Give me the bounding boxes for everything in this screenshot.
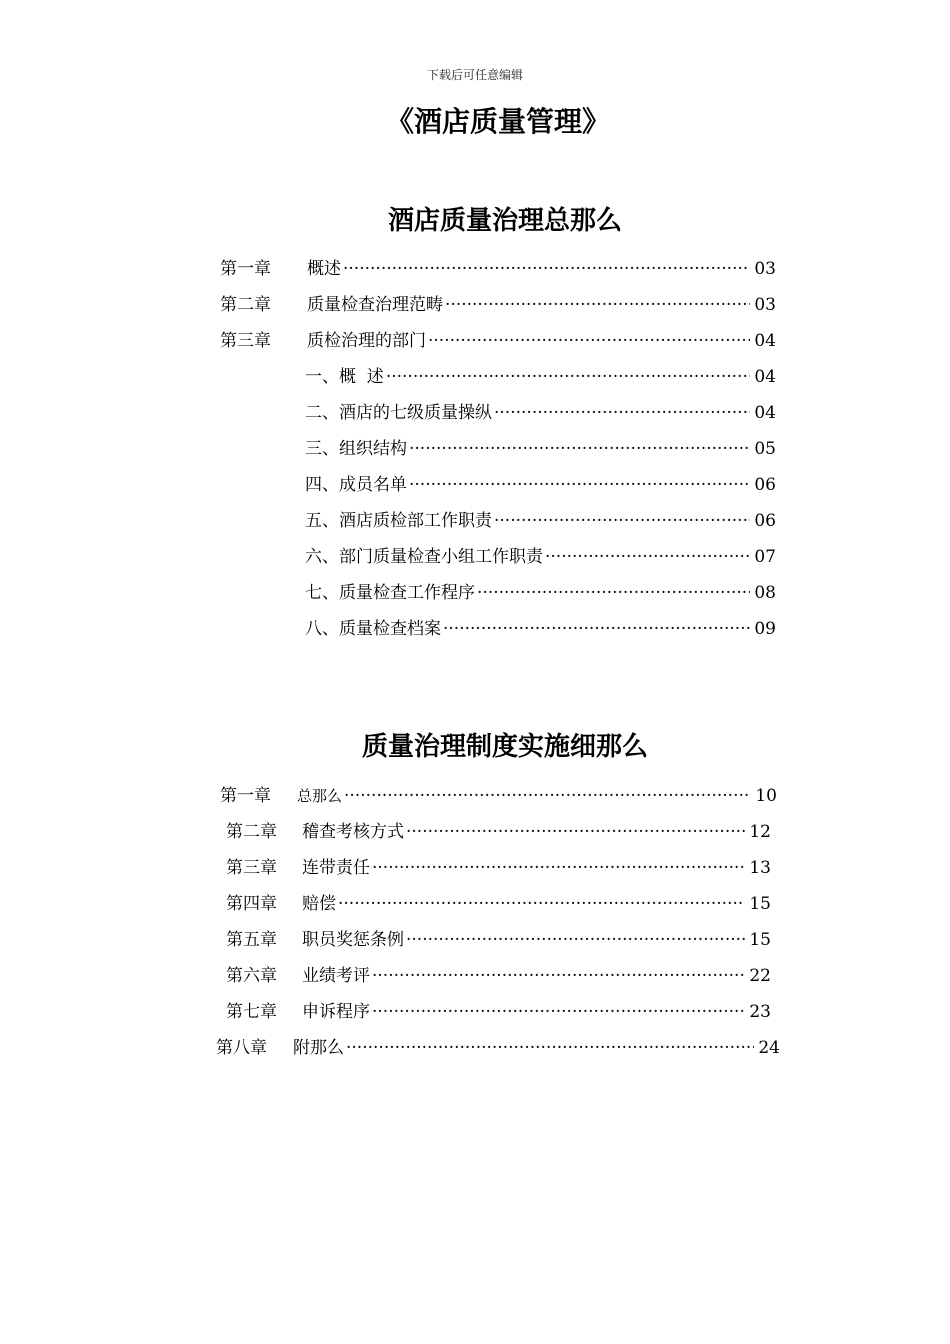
toc-row	[220, 329, 776, 353]
toc-leader	[494, 509, 750, 533]
document-title: 《酒店质量管理》	[385, 105, 610, 138]
toc-page: 15	[749, 930, 771, 950]
toc-page: 06	[754, 475, 776, 495]
toc-title: 质量检查治理范畴	[307, 295, 443, 315]
toc-leader	[386, 365, 750, 389]
header-note: 下载后可任意编辑	[426, 68, 523, 82]
toc-row	[305, 545, 776, 569]
toc-title: 连带责任	[302, 858, 370, 878]
toc-page: 07	[754, 547, 776, 567]
section2-title: 质量治理制度实施细那么	[361, 732, 648, 762]
toc-row	[226, 1000, 771, 1024]
toc-leader	[343, 257, 750, 281]
toc-title: 概述	[307, 259, 341, 279]
toc-page: 04	[754, 331, 776, 351]
toc-leader	[338, 892, 745, 916]
toc-chapter: 第七章	[226, 1002, 277, 1022]
toc-leader	[372, 856, 745, 880]
toc-page: 24	[758, 1038, 780, 1058]
toc-chapter: 第三章	[220, 331, 271, 351]
toc-row	[220, 257, 776, 281]
toc-title: 五、酒店质检部工作职责	[305, 511, 492, 531]
toc-title: 四、成员名单	[305, 475, 407, 495]
toc-page: 09	[754, 619, 776, 639]
toc-page: 04	[754, 367, 776, 387]
toc-row	[305, 437, 776, 461]
toc-chapter: 第二章	[220, 295, 271, 315]
toc-row	[305, 401, 776, 425]
toc-page: 15	[749, 894, 771, 914]
toc-row	[226, 856, 771, 880]
toc-title: 八、质量检查档案	[305, 619, 441, 639]
toc-page: 03	[754, 259, 776, 279]
toc-row	[305, 473, 776, 497]
toc-title: 职员奖惩条例	[302, 930, 404, 950]
toc-chapter: 第三章	[226, 858, 277, 878]
toc-chapter: 第五章	[226, 930, 277, 950]
toc-leader	[344, 784, 751, 808]
toc-row	[305, 617, 776, 641]
toc-chapter: 第一章	[220, 259, 271, 279]
toc-leader	[445, 293, 750, 317]
toc-leader	[372, 1000, 745, 1024]
toc-page: 04	[754, 403, 776, 423]
toc-title: 附那么	[293, 1038, 344, 1058]
toc-title: 赔偿	[302, 894, 336, 914]
toc-title: 一、概 述	[305, 367, 384, 387]
toc-title: 业绩考评	[302, 966, 370, 986]
toc-page: 03	[754, 295, 776, 315]
toc-page: 06	[754, 511, 776, 531]
toc-title: 质检治理的部门	[307, 331, 426, 351]
toc-page: 08	[754, 583, 776, 603]
toc-leader	[409, 437, 750, 461]
toc-chapter: 第六章	[226, 966, 277, 986]
toc-title: 总那么	[297, 787, 343, 805]
toc-title: 二、酒店的七级质量操纵	[305, 403, 492, 423]
toc-leader	[545, 545, 750, 569]
toc-leader	[346, 1036, 754, 1060]
toc-page: 23	[749, 1002, 771, 1022]
toc-chapter: 第四章	[226, 894, 277, 914]
toc-page: 22	[749, 966, 771, 986]
toc-leader	[428, 329, 750, 353]
toc-title: 六、部门质量检查小组工作职责	[305, 547, 543, 567]
toc-page: 13	[749, 858, 771, 878]
toc-leader	[443, 617, 750, 641]
toc-leader	[409, 473, 750, 497]
toc-row	[305, 365, 776, 389]
toc-leader	[372, 964, 745, 988]
toc-title: 三、组织结构	[305, 439, 407, 459]
toc-row	[220, 293, 776, 317]
toc-chapter: 第二章	[226, 822, 277, 842]
toc-row	[226, 892, 771, 916]
toc-title: 七、质量检查工作程序	[305, 583, 475, 603]
toc-leader	[406, 928, 745, 952]
toc-page: 05	[754, 439, 776, 459]
toc-chapter: 第一章	[220, 786, 271, 806]
toc-row	[226, 820, 771, 844]
toc-title: 申诉程序	[302, 1002, 370, 1022]
toc-row	[226, 928, 771, 952]
toc-row	[226, 964, 771, 988]
toc-row	[216, 1036, 780, 1060]
section1-title: 酒店质量治理总那么	[387, 206, 622, 236]
toc-title: 稽查考核方式	[302, 822, 404, 842]
toc-leader	[406, 820, 745, 844]
toc-row	[305, 509, 776, 533]
toc-page: 10	[755, 786, 777, 806]
toc-chapter: 第八章	[216, 1038, 267, 1058]
toc-row	[220, 784, 777, 808]
toc-row	[305, 581, 776, 605]
toc-leader	[477, 581, 750, 605]
toc-page: 12	[749, 822, 771, 842]
toc-leader	[494, 401, 750, 425]
